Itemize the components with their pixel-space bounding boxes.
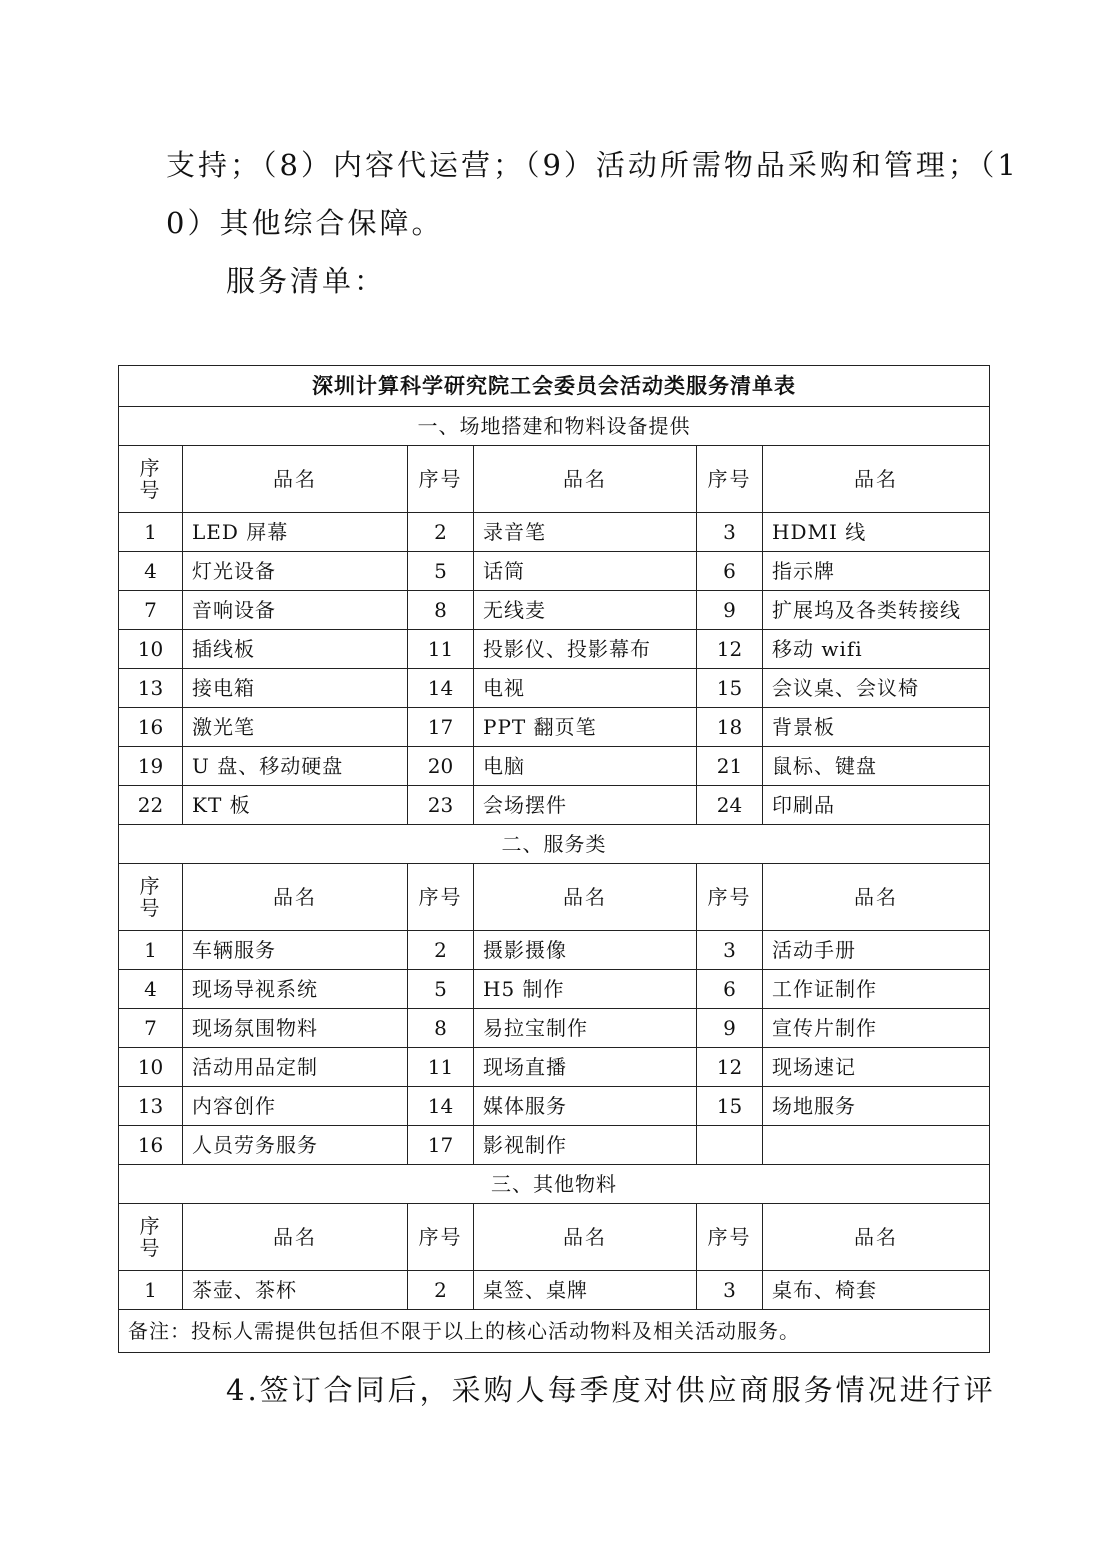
item-name: 接电箱 <box>183 669 408 708</box>
item-name: 活动用品定制 <box>183 1048 408 1087</box>
table-row <box>119 1009 990 1048</box>
header-seq-bottom: 号 <box>139 896 162 920</box>
section-title-row <box>119 407 990 446</box>
item-name: 媒体服务 <box>474 1087 697 1126</box>
paragraph-line-4: 4.签订合同后，采购人每季度对供应商服务情况进行评 <box>226 1373 996 1407</box>
item-name: KT 板 <box>183 786 408 825</box>
item-number: 2 <box>408 931 474 970</box>
item-number: 9 <box>697 1009 763 1048</box>
section-title-row <box>119 825 990 864</box>
item-number: 1 <box>119 931 183 970</box>
header-name: 品名 <box>474 1204 697 1271</box>
item-number: 3 <box>697 513 763 552</box>
table-row <box>119 1126 990 1165</box>
item-number: 11 <box>408 1048 474 1087</box>
item-name: 现场直播 <box>474 1048 697 1087</box>
item-name: 宣传片制作 <box>763 1009 990 1048</box>
note-row <box>119 1310 990 1353</box>
header-name: 品名 <box>183 864 408 931</box>
item-name: 移动 wifi <box>763 630 990 669</box>
item-name: 插线板 <box>183 630 408 669</box>
section-title: 二、服务类 <box>119 825 990 864</box>
table-row <box>119 1271 990 1310</box>
item-name: U 盘、移动硬盘 <box>183 747 408 786</box>
header-name: 品名 <box>763 446 990 513</box>
item-number: 16 <box>119 1126 183 1165</box>
item-number: 7 <box>119 591 183 630</box>
header-seq <box>119 1204 183 1271</box>
item-number: 14 <box>408 669 474 708</box>
header-name: 品名 <box>763 864 990 931</box>
header-name: 品名 <box>474 446 697 513</box>
header-seq-top: 序 <box>139 456 162 480</box>
item-name: 摄影摄像 <box>474 931 697 970</box>
header-seq <box>119 446 183 513</box>
table-row <box>119 591 990 630</box>
service-list-table-body <box>119 366 990 1353</box>
item-number: 1 <box>119 513 183 552</box>
header-row <box>119 864 990 931</box>
header-seq: 序号 <box>697 864 763 931</box>
item-name: 话筒 <box>474 552 697 591</box>
table-row <box>119 970 990 1009</box>
item-name: H5 制作 <box>474 970 697 1009</box>
item-name: 人员劳务服务 <box>183 1126 408 1165</box>
item-number: 16 <box>119 708 183 747</box>
item-name: 现场氛围物料 <box>183 1009 408 1048</box>
item-name: PPT 翻页笔 <box>474 708 697 747</box>
item-name: 易拉宝制作 <box>474 1009 697 1048</box>
table-note: 备注：投标人需提供包括但不限于以上的核心活动物料及相关活动服务。 <box>119 1310 990 1353</box>
header-row <box>119 1204 990 1271</box>
item-number: 17 <box>408 1126 474 1165</box>
item-number: 17 <box>408 708 474 747</box>
item-name: 录音笔 <box>474 513 697 552</box>
item-name: 现场导视系统 <box>183 970 408 1009</box>
item-name: 投影仪、投影幕布 <box>474 630 697 669</box>
header-seq-top: 序 <box>139 874 162 898</box>
item-number: 12 <box>697 1048 763 1087</box>
item-name: 会议桌、会议椅 <box>763 669 990 708</box>
item-number: 7 <box>119 1009 183 1048</box>
item-number: 10 <box>119 1048 183 1087</box>
item-number: 9 <box>697 591 763 630</box>
item-number: 14 <box>408 1087 474 1126</box>
header-seq <box>119 864 183 931</box>
header-seq: 序号 <box>697 1204 763 1271</box>
header-seq-bottom: 号 <box>139 1236 162 1260</box>
item-number: 23 <box>408 786 474 825</box>
item-number <box>697 1126 763 1165</box>
section-title: 一、场地搭建和物料设备提供 <box>119 407 990 446</box>
item-number: 24 <box>697 786 763 825</box>
item-number: 18 <box>697 708 763 747</box>
item-name: 指示牌 <box>763 552 990 591</box>
item-number: 8 <box>408 1009 474 1048</box>
item-number: 13 <box>119 669 183 708</box>
item-name: 音响设备 <box>183 591 408 630</box>
table-row <box>119 931 990 970</box>
item-name: 车辆服务 <box>183 931 408 970</box>
item-name: 现场速记 <box>763 1048 990 1087</box>
item-name: 背景板 <box>763 708 990 747</box>
item-name: 工作证制作 <box>763 970 990 1009</box>
item-number: 12 <box>697 630 763 669</box>
table-row <box>119 1048 990 1087</box>
item-name: 桌布、椅套 <box>763 1271 990 1310</box>
item-name: 激光笔 <box>183 708 408 747</box>
header-seq: 序号 <box>408 864 474 931</box>
item-number: 13 <box>119 1087 183 1126</box>
item-name: 无线麦 <box>474 591 697 630</box>
service-list-table <box>118 365 990 1353</box>
item-name: 内容创作 <box>183 1087 408 1126</box>
item-name: HDMI 线 <box>763 513 990 552</box>
item-name: 灯光设备 <box>183 552 408 591</box>
item-name: 电视 <box>474 669 697 708</box>
item-number: 10 <box>119 630 183 669</box>
paragraph-line-2: 0）其他综合保障。 <box>166 206 444 240</box>
header-seq: 序号 <box>697 446 763 513</box>
header-name: 品名 <box>763 1204 990 1271</box>
item-number: 1 <box>119 1271 183 1310</box>
section-title-row <box>119 1165 990 1204</box>
header-name: 品名 <box>183 1204 408 1271</box>
table-row <box>119 669 990 708</box>
table-row <box>119 708 990 747</box>
header-seq: 序号 <box>408 1204 474 1271</box>
item-name: 茶壶、茶杯 <box>183 1271 408 1310</box>
item-number: 4 <box>119 970 183 1009</box>
item-name: 会场摆件 <box>474 786 697 825</box>
header-name: 品名 <box>474 864 697 931</box>
item-number: 8 <box>408 591 474 630</box>
table-row <box>119 513 990 552</box>
item-number: 5 <box>408 970 474 1009</box>
item-number: 11 <box>408 630 474 669</box>
table-row <box>119 1087 990 1126</box>
header-seq-top: 序 <box>139 1214 162 1238</box>
item-number: 20 <box>408 747 474 786</box>
header-row <box>119 446 990 513</box>
item-number: 4 <box>119 552 183 591</box>
item-number: 6 <box>697 552 763 591</box>
table-row <box>119 786 990 825</box>
header-seq-bottom: 号 <box>139 478 162 502</box>
item-number: 2 <box>408 1271 474 1310</box>
item-number: 22 <box>119 786 183 825</box>
item-name: 场地服务 <box>763 1087 990 1126</box>
paragraph-line-1: 支持；（8）内容代运营；（9）活动所需物品采购和管理；（1 <box>166 148 1019 182</box>
table-row <box>119 630 990 669</box>
item-name: 桌签、桌牌 <box>474 1271 697 1310</box>
item-name: 印刷品 <box>763 786 990 825</box>
table-title: 深圳计算科学研究院工会委员会活动类服务清单表 <box>119 366 990 407</box>
item-name: LED 屏幕 <box>183 513 408 552</box>
item-number: 15 <box>697 1087 763 1126</box>
item-number: 6 <box>697 970 763 1009</box>
item-name: 鼠标、键盘 <box>763 747 990 786</box>
item-number: 5 <box>408 552 474 591</box>
item-name: 扩展坞及各类转接线 <box>763 591 990 630</box>
item-number: 3 <box>697 931 763 970</box>
item-number: 19 <box>119 747 183 786</box>
item-number: 15 <box>697 669 763 708</box>
header-name: 品名 <box>183 446 408 513</box>
item-number: 2 <box>408 513 474 552</box>
item-name: 活动手册 <box>763 931 990 970</box>
item-name: 影视制作 <box>474 1126 697 1165</box>
table-title-row <box>119 366 990 407</box>
section-title: 三、其他物料 <box>119 1165 990 1204</box>
table-row <box>119 747 990 786</box>
item-number: 3 <box>697 1271 763 1310</box>
item-name <box>763 1126 990 1165</box>
header-seq: 序号 <box>408 446 474 513</box>
item-name: 电脑 <box>474 747 697 786</box>
table-row <box>119 552 990 591</box>
service-list-heading: 服务清单： <box>226 264 387 298</box>
item-number: 21 <box>697 747 763 786</box>
